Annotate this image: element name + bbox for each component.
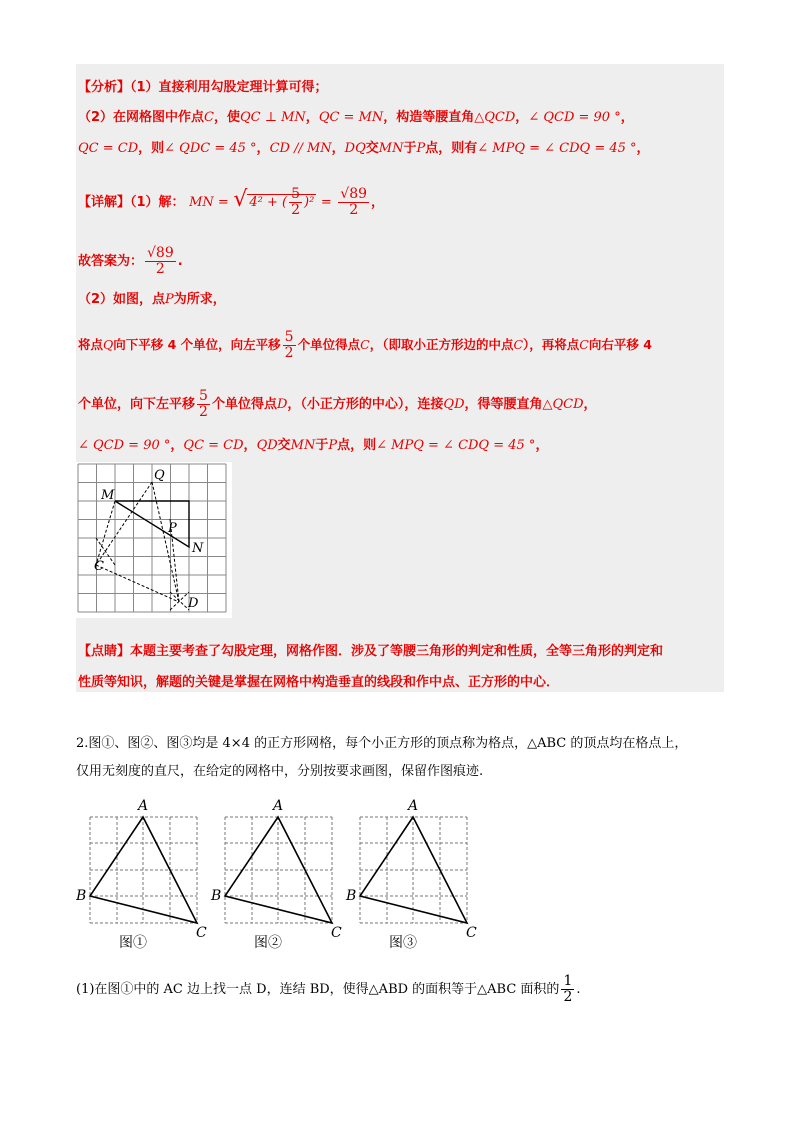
move-line-2: 个单位，向下左平移 $\frac{5}{2}$ 个单位得点D，（小正方形的中心），连接QD，得等腰直角△QCD，: [78, 388, 597, 420]
final-line: ∠ QCD = 90 °，QC = CD，QD交MN于P点，则∠ MPQ = ∠ CDQ = 45 °，: [78, 438, 549, 453]
detail-line-1: 【详解】（1）解： MN = √ 4² + ( $\frac{5}{2}$ )² = $\frac{√89}{2}$ ，: [78, 186, 385, 218]
caption-1: 图①: [119, 935, 147, 951]
label-n: N: [192, 541, 204, 556]
caption-2: 图②: [254, 935, 282, 951]
grid-figure-1: [76, 798, 207, 951]
label-p: P: [168, 521, 177, 536]
detail-part2: （2）如图，点P为所求，: [78, 292, 226, 307]
label-q: Q: [154, 468, 165, 483]
analysis-line-1: 【分析】（1）直接利用勾股定理计算可得；: [78, 80, 328, 95]
label-d: D: [188, 596, 199, 611]
question2-line-2: 仅用无刻度的直尺，在给定的网格中，分别按要求画图，保留作图痕迹.: [76, 764, 484, 779]
move-line-1: 将点Q向下平移 4 个单位，向左平移 $\frac{5}{2}$ 个单位得点C，（即取小正方形边的中点C），再将点C向右平移 4: [78, 329, 652, 361]
grid-figure-2: [210, 798, 342, 951]
comment-line-1: 【点睛】本题主要考查了勾股定理，网格作图．涉及了等腰三角形的判定和性质，全等三角形的判定和: [78, 644, 664, 659]
label-b-2: B: [211, 888, 222, 904]
question2-sub1: (1)在图①中的 AC 边上找一点 D，连结 BD，使得△ABD 的面积等于△ABC 面积的 $\frac{1}{2}$ .: [76, 973, 581, 1005]
label-b-1: B: [76, 888, 87, 904]
question2-line-1: 2.图①、图②、图③均是 4×4 的正方形网格，每个小正方形的顶点称为格点，△ABC 的顶点均在格点上，: [76, 736, 688, 751]
label-a-2: A: [273, 798, 284, 814]
analysis-line-3: QC = CD，则∠ QDC = 45 °，CD // MN，DQ交MN于P点，则有∠ MPQ = ∠ CDQ = 45 °，: [78, 141, 650, 156]
answer-line: 故答案为： $\frac{√89}{2}$ .: [78, 245, 183, 277]
triangle-grids: [76, 795, 496, 955]
analysis-line-2: （2）在网格图中作点C，使QC ⊥ MN，QC = MN，构造等腰直角△QCD，∠ QCD = 90 °，: [78, 110, 634, 125]
label-c-1: C: [196, 925, 207, 941]
label-a-3: A: [408, 798, 419, 814]
grid-figure-3: [345, 798, 477, 951]
label-b-3: B: [346, 888, 357, 904]
comment-line-2: 性质等知识，解题的关键是掌握在网格中构造垂直的线段和作中点、正方形的中心．: [78, 675, 560, 690]
label-c-2: C: [331, 925, 342, 941]
label-c: C: [94, 559, 104, 574]
label-a-1: A: [138, 798, 149, 814]
label-c-3: C: [466, 925, 477, 941]
label-m: M: [101, 488, 115, 503]
grid-figure: [76, 462, 232, 618]
caption-3: 图③: [389, 935, 417, 951]
